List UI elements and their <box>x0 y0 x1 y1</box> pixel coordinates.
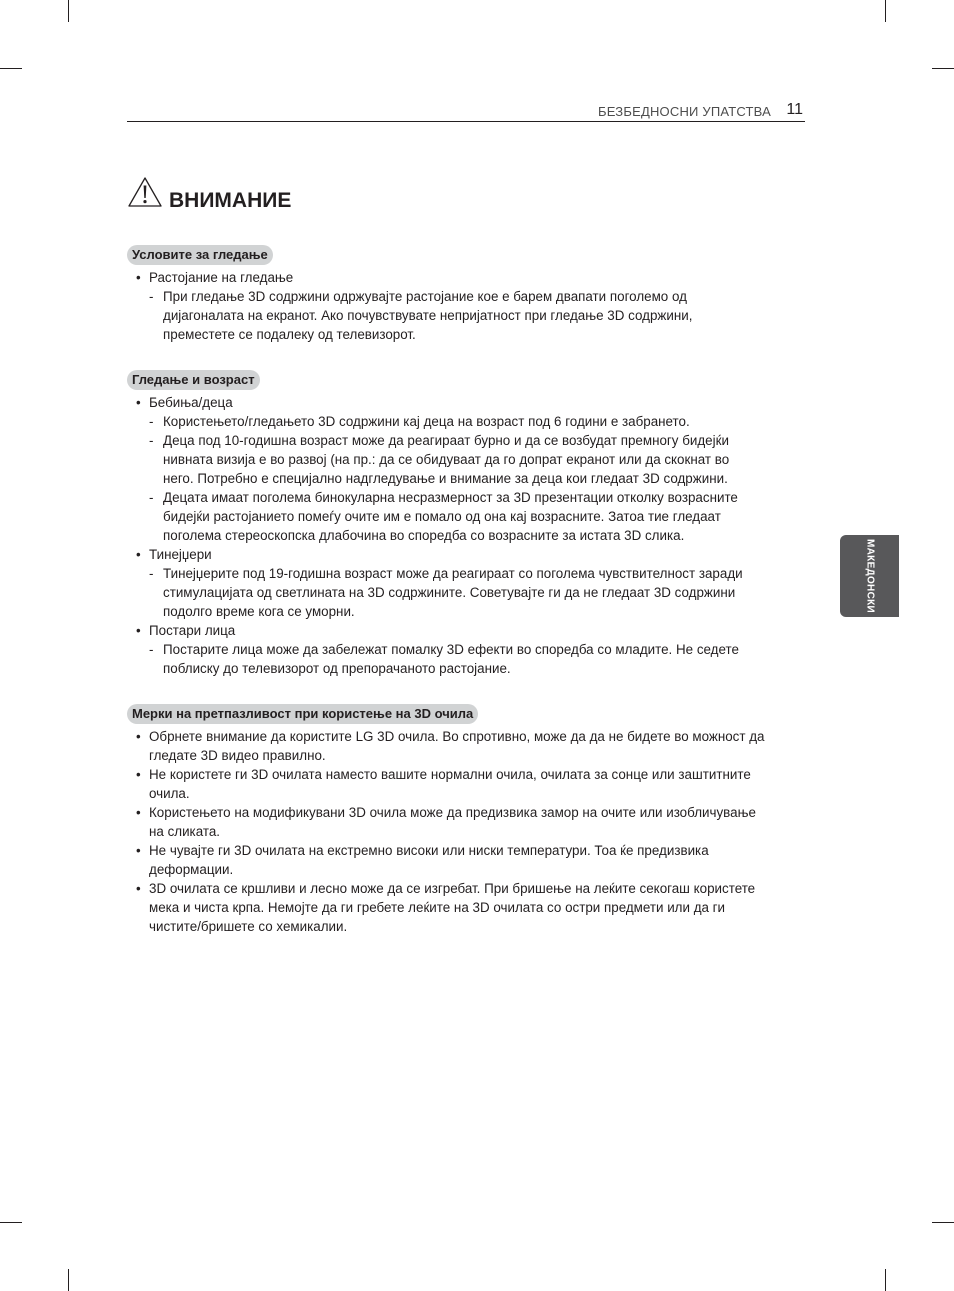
bullet-item-line: Обрнете внимание да користите LG 3D очила. Во спротивно, може да да не бидете во можност да <box>149 729 765 744</box>
bullet-marker: • <box>136 623 141 638</box>
crop-mark <box>68 0 69 22</box>
bullet-marker: • <box>136 881 141 896</box>
dash-marker: - <box>149 433 154 448</box>
bullet-marker: • <box>136 395 141 410</box>
page-number: 11 <box>786 101 803 118</box>
dash-marker: - <box>149 642 154 657</box>
bullet-marker: • <box>136 729 141 744</box>
dash-item-line: Постарите лица може да забележат помалку 3D ефекти во споредба со младите. Не седете <box>163 642 739 657</box>
header-section-title: БЕЗБЕДНОСНИ УПАТСТВА <box>597 104 771 119</box>
bullet-item: Постари лица <box>149 623 236 638</box>
bullet-item-line: 3D очилата се кршливи и лесно може да се изгребат. При бришење на леќите секогаш користете <box>149 881 756 896</box>
bullet-item-line: деформации. <box>149 862 234 877</box>
dash-item-line: поголема стереоскопска длабочина во споредба со возрасните за истата 3D слика. <box>163 528 685 543</box>
bullet-marker: • <box>136 805 141 820</box>
dash-item-line: Користењето/гледањето 3D содржини кај деца на возраст под 6 години е забрането. <box>163 414 690 429</box>
dash-item-line: дијагоналата на екранот. Ако почувствувате непријатност при гледање 3D содржини, <box>163 308 693 323</box>
dash-item-line: Тинејџерите под 19-годишна возраст може да реагираат со поголема чувствителност заради <box>163 566 743 581</box>
bullet-marker: • <box>136 270 141 285</box>
section-heading: Гледање и возраст <box>127 370 260 390</box>
bullet-marker: • <box>136 843 141 858</box>
bullet-item: Тинејџери <box>149 547 212 562</box>
section-heading: Условите за гледање <box>127 245 273 265</box>
dash-marker: - <box>149 289 154 304</box>
bullet-item-line: очила. <box>149 786 190 801</box>
bullet-item-line: мека и чиста крпа. Немојте да ги гребете леќите на 3D очилата со остри предмети или да ги <box>149 900 726 915</box>
header-rule <box>127 121 805 122</box>
bullet-item: Растојание на гледање <box>149 270 294 285</box>
dash-item-line: нивната визија е во развој (на пр.: да се обидуваат да го допрат екранот или да скокнат во <box>163 452 730 467</box>
dash-item-line: подолго време кога се уморни. <box>163 604 355 619</box>
crop-mark <box>0 1222 22 1223</box>
bullet-item-line: чистите/бришете со хемикалии. <box>149 919 348 934</box>
bullet-item-line: Не користете ги 3D очилата наместо вашите нормални очила, очилата за сонце или заштитните <box>149 767 751 782</box>
dash-item-line: При гледање 3D содржини одржувајте растојание кое е барем двапати поголемо од <box>163 289 687 304</box>
dash-item-line: Деца под 10-годишна возраст може да реагираат бурно и да се возбудат премногу бидејќи <box>163 433 729 448</box>
bullet-marker: • <box>136 547 141 562</box>
bullet-item: Бебиња/деца <box>149 395 233 410</box>
crop-mark <box>932 1222 954 1223</box>
dash-item-line: него. Потребно е специјално надгледување и внимание за деца кои гледаат 3D содржини. <box>163 471 728 486</box>
crop-mark <box>885 1269 886 1291</box>
running-header <box>127 100 805 122</box>
language-side-tab <box>840 535 899 617</box>
dash-item-line: Децата имаат поголема бинокуларна несразмерност за 3D презентации отколку возрасните <box>163 490 738 505</box>
crop-mark <box>68 1269 69 1291</box>
title-text: ВНИМАНИЕ <box>169 189 292 212</box>
bullet-item-line: Користењето на модификувани 3D очила може да предизвика замор на очите или изобличување <box>149 805 756 820</box>
crop-mark <box>885 0 886 22</box>
dash-marker: - <box>149 414 154 429</box>
dash-item-line: стимулацијата од светлината на 3D содржините. Советувајте ги да не гледаат 3D содржини <box>163 585 736 600</box>
bullet-marker: • <box>136 767 141 782</box>
crop-mark <box>0 68 22 69</box>
bullet-item-line: на сликата. <box>149 824 221 839</box>
section-heading: Мерки на претпазливост при користење на 3D очила <box>127 704 478 724</box>
dash-item-line: бидејќи растојанието помеѓу очите им е помало од она кај возрасните. Затоа тие гледаат <box>163 509 721 524</box>
bullet-item-line: Не чувајте ги 3D очилата на екстремно високи или ниски температури. Тоа ќе предизвика <box>149 843 709 858</box>
warning-triangle-icon <box>127 176 163 208</box>
dash-item-line: поблиску до телевизорот од препорачаното растојание. <box>163 661 511 676</box>
language-side-tab-label: МАКЕДОНСКИ <box>864 539 875 613</box>
dash-marker: - <box>149 490 154 505</box>
dash-item-line: преместете се подалеку од телевизорот. <box>163 327 416 342</box>
dash-marker: - <box>149 566 154 581</box>
crop-mark <box>932 68 954 69</box>
bullet-item-line: гледате 3D видео правилно. <box>149 748 326 763</box>
